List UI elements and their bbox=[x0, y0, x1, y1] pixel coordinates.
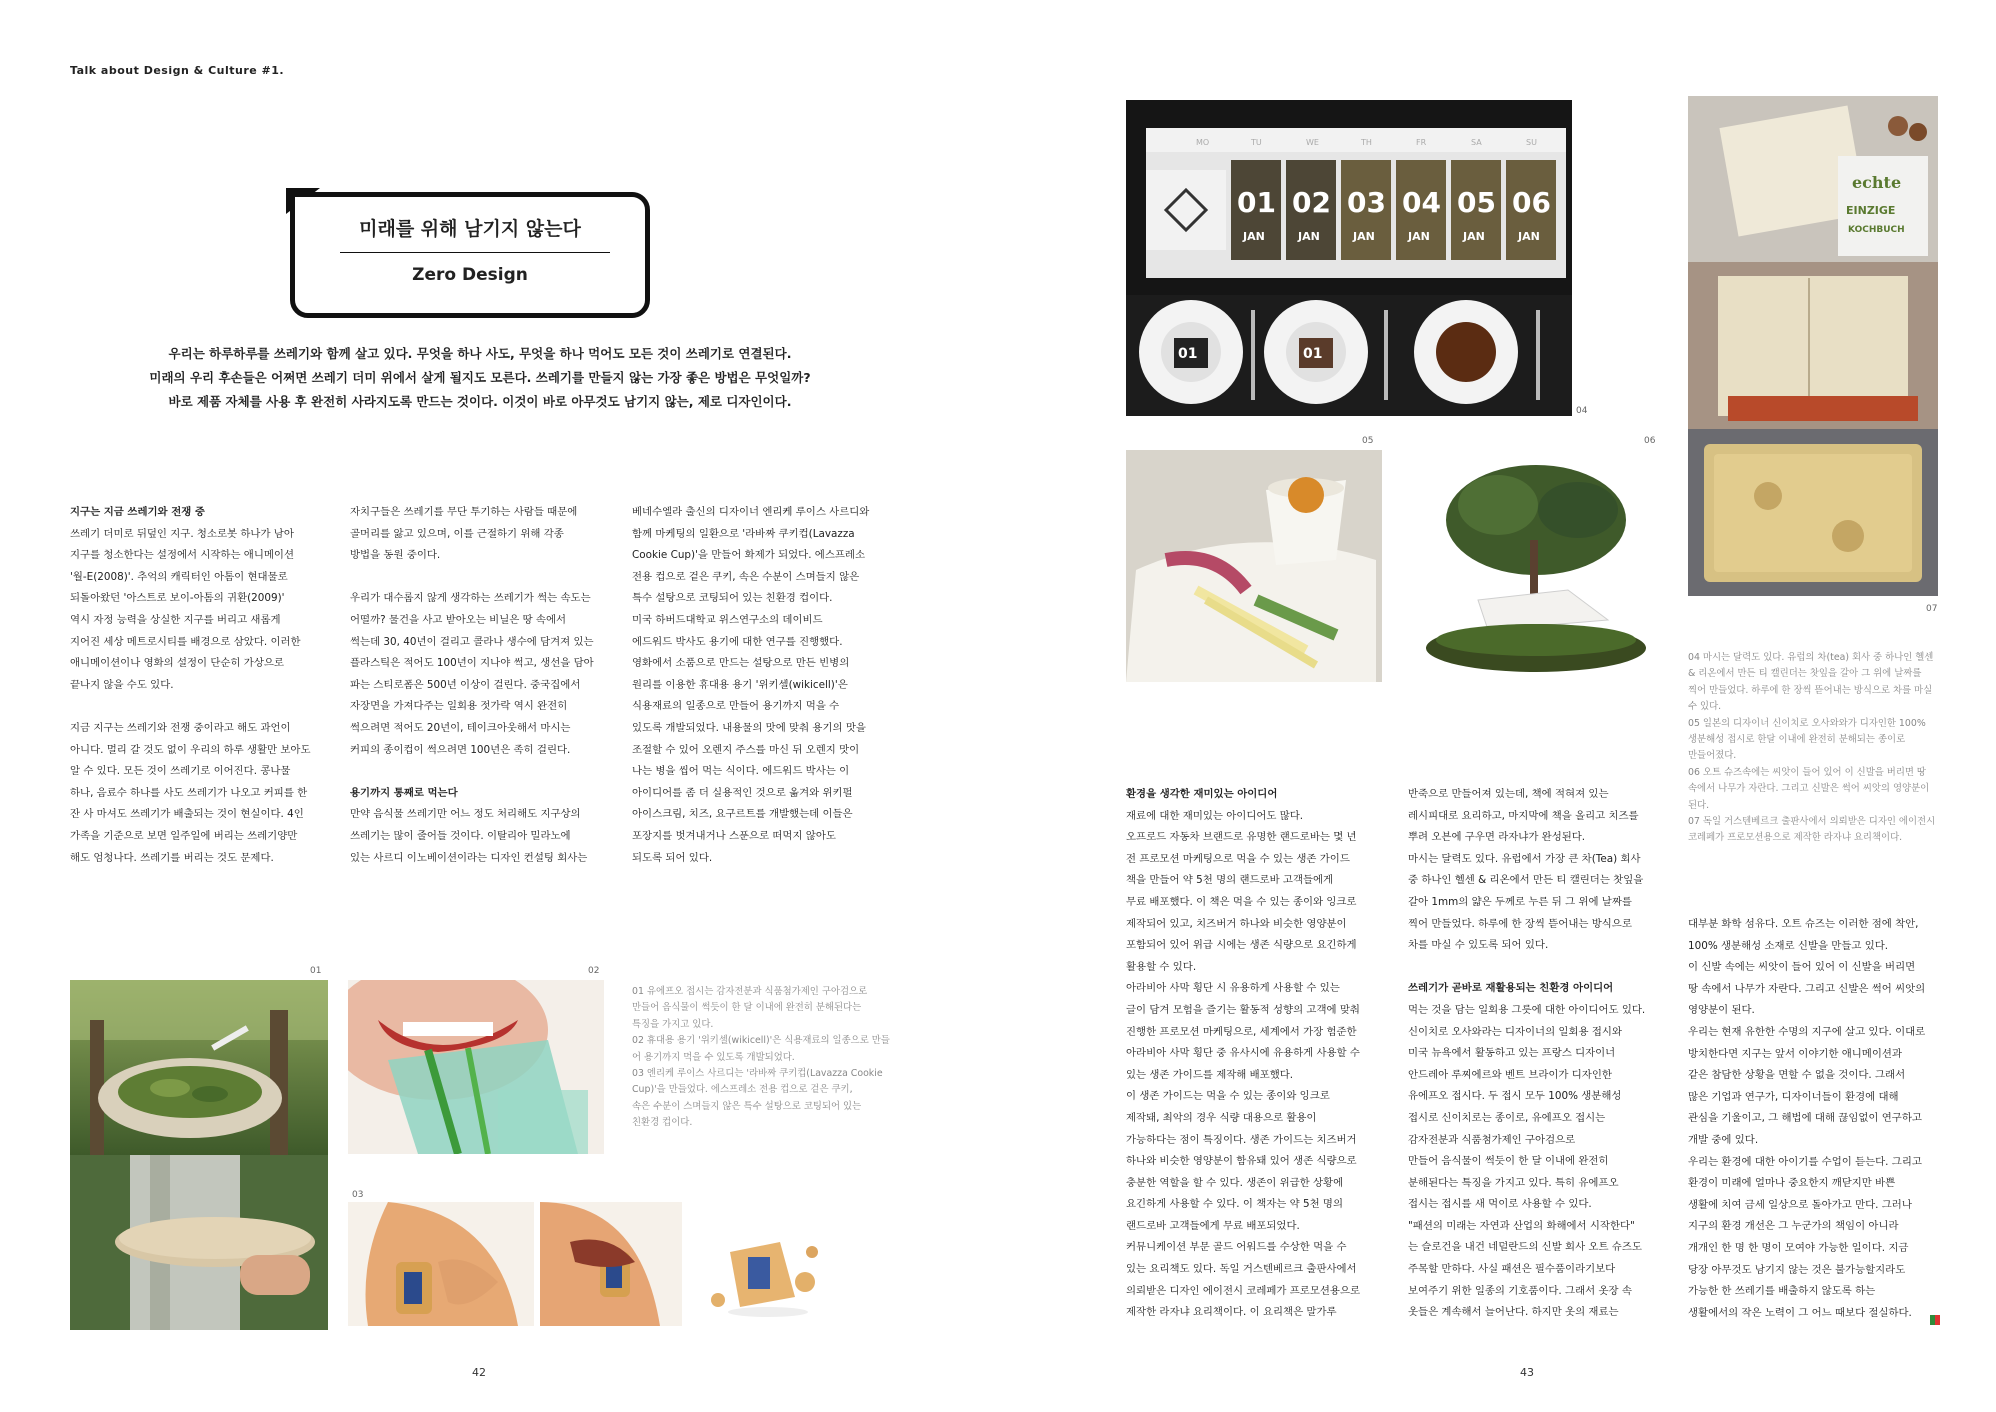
calendar-day-th: TH bbox=[1361, 138, 1372, 147]
text-line: 미국 하버드대학교 위스연구소의 데이비드 bbox=[632, 613, 823, 626]
text-line: 하나와 비슷한 영양분이 함유돼 있어 생존 식량으로 bbox=[1126, 1155, 1357, 1168]
calendar-month: JAN bbox=[1408, 230, 1430, 243]
text-line: 썩으려면 적어도 20년이, 테이크아웃해서 마시는 bbox=[350, 721, 571, 734]
text-line: 는 슬로건을 내건 네덜란드의 신발 회사 오트 슈즈도 bbox=[1408, 1241, 1642, 1254]
text-line: 감자전분과 식품첨가제인 구아검으로 bbox=[1408, 1133, 1576, 1146]
text-line: 갈아 1mm의 얇은 두께로 누른 뒤 그 위에 날짜를 bbox=[1408, 895, 1632, 908]
text-line: 어떨까? 물건을 사고 받아오는 비닐은 땅 속에서 bbox=[350, 613, 567, 626]
calendar-date: 04 bbox=[1402, 186, 1441, 219]
text-line: 대부분 화학 섬유다. 오트 슈즈는 이러한 점에 착안, bbox=[1688, 918, 1919, 930]
text-line: "패션의 미래는 자연과 산업의 화해에서 시작한다" bbox=[1408, 1219, 1635, 1232]
text-column-5 bbox=[1408, 784, 1668, 1324]
text-line: 커뮤니케이션 부문 골드 어워드를 수상한 먹을 수 bbox=[1126, 1241, 1347, 1254]
text-line: 중 하나인 헬센 & 리온에서 만든 티 캘린더는 찻잎을 bbox=[1408, 874, 1644, 887]
text-line: 아라비아 사막 횡단 시 유용하게 사용할 수 있는 bbox=[1126, 982, 1340, 995]
text-line: 지금 지구는 쓰레기와 전쟁 중이라고 해도 과언이 bbox=[70, 721, 291, 734]
text-line: 03 엔리케 루이스 사르디는 '라바짜 쿠키컵(Lavazza Cookie bbox=[632, 1068, 883, 1080]
text-line: 우리가 대수롭지 않게 생각하는 쓰레기가 썩는 속도는 bbox=[350, 592, 591, 605]
text-line: 재료에 대한 재미있는 아이디어도 많다. bbox=[1126, 809, 1304, 822]
photo-label-03: 03 bbox=[352, 1190, 364, 1200]
section-heading-recycle: 쓰레기가 곧바로 재활용되는 친환경 아이디어 bbox=[1408, 982, 1614, 995]
text-line: 자치구들은 쓰레기를 무단 투기하는 사람들 때문에 bbox=[350, 506, 578, 518]
text-line: 어 용기까지 먹을 수 있도록 개발되었다. bbox=[632, 1051, 795, 1063]
text-line: 만들어졌다. bbox=[1688, 750, 1737, 762]
intro-line: 바로 제품 자체를 사용 후 완전히 사라지도록 만드는 것이다. 이것이 바로 아무것도 남기지 않는, 제로 디자인이다. bbox=[168, 394, 792, 409]
page-number-left: 42 bbox=[472, 1366, 486, 1379]
packaging-kochbuch: KOCHBUCH bbox=[1848, 225, 1905, 235]
text-line: 만약 음식물 쓰레기만 어느 정도 처리해도 지구상의 bbox=[350, 808, 581, 821]
col5-body2 bbox=[1408, 1000, 1668, 1324]
text-line: 오프로드 자동차 브랜드로 유명한 랜드로바는 몇 년 bbox=[1126, 831, 1357, 844]
text-line: 전 프로모션 마케팅으로 먹을 수 있는 생존 가이드 bbox=[1126, 852, 1350, 865]
text-line: 랜드로바 고객들에게 무료 배포되었다. bbox=[1126, 1219, 1300, 1232]
page-number-right: 43 bbox=[1520, 1366, 1534, 1379]
text-line: 안드레아 루찌에르와 벤트 브라이가 디자인한 bbox=[1408, 1068, 1612, 1081]
text-line: 있는 생존 가이드를 제작해 배포했다. bbox=[1126, 1068, 1294, 1081]
text-line: 수 있다. bbox=[1688, 701, 1722, 713]
text-line: 포함되어 있어 위급 시에는 생존 식량으로 요긴하게 bbox=[1126, 939, 1357, 952]
text-line: 뿌려 오븐에 구우면 라자냐가 완성된다. bbox=[1408, 831, 1586, 844]
text-line: 아이스크림, 치즈, 요구르트를 개발했는데 이들은 bbox=[632, 808, 853, 821]
title-divider bbox=[340, 252, 610, 253]
text-line: 보여주기 위한 일종의 기호품이다. 그래서 옷장 속 bbox=[1408, 1284, 1632, 1297]
bubble-tail-inner bbox=[295, 197, 315, 212]
text-column-2 bbox=[350, 502, 605, 869]
text-line: 베네수엘라 출신의 디자이너 엔리케 루이스 사르디와 bbox=[632, 506, 870, 518]
text-line: 되도록 되어 있다. bbox=[632, 851, 713, 864]
text-column-1 bbox=[70, 502, 325, 869]
text-line: 02 휴대용 용기 '위키셀(wikicell)'은 식용재료의 일종으로 만들 bbox=[632, 1035, 890, 1047]
calendar-month: JAN bbox=[1243, 230, 1265, 243]
col1-p1 bbox=[70, 524, 325, 697]
text-line: 먹는 것을 담는 일회용 그릇에 대한 아이디어도 있다. bbox=[1408, 1003, 1646, 1016]
photo-label-07: 07 bbox=[1926, 604, 1938, 614]
text-line: 방법을 동원 중이다. bbox=[350, 549, 441, 562]
text-line: 끝나지 않을 수도 있다. bbox=[70, 678, 174, 691]
text-line: 접시로 신이치로는 종이로, 유에프오 접시는 bbox=[1408, 1111, 1606, 1124]
text-line: 생활에서의 작은 노력이 그 어느 때보다 절실하다. bbox=[1688, 1306, 1912, 1319]
text-line: 특수 설탕으로 코팅되어 있는 친환경 컵이다. bbox=[632, 592, 833, 605]
text-line: 반죽으로 만들어져 있는데, 책에 적혀져 있는 bbox=[1408, 788, 1609, 800]
calendar-month: JAN bbox=[1298, 230, 1320, 243]
text-line: 유에프오 접시다. 두 접시 모두 100% 생분해성 bbox=[1408, 1090, 1622, 1103]
text-line: Cup)'을 만들었다. 에스프레소 전용 컵으로 겉은 쿠키, bbox=[632, 1084, 853, 1096]
photo-ufo-plate bbox=[70, 980, 328, 1330]
text-line: 지구의 환경 개선은 그 누군가의 책임이 아니라 bbox=[1688, 1220, 1899, 1233]
photo-cookie-cup-a bbox=[348, 1202, 534, 1326]
text-line: 해도 엄청나다. 쓰레기를 버리는 것도 문제다. bbox=[70, 851, 274, 864]
text-line: 만들어 음식물이 썩듯이 한 달 이내에 완전히 분해된다는 bbox=[632, 1002, 862, 1014]
text-line: '월-E(2008)'. 추억의 캐릭터인 아톰이 현대물로 bbox=[70, 570, 288, 583]
caption-left bbox=[632, 984, 892, 1132]
text-line: 파는 스티로폼은 500년 이상이 걸린다. 중국집에서 bbox=[350, 678, 581, 691]
text-column-4 bbox=[1126, 784, 1386, 1324]
col6-body bbox=[1688, 914, 1948, 1324]
text-line: 옷들은 계속해서 늘어난다. 하지만 옷의 재료는 bbox=[1408, 1306, 1619, 1319]
title-speech-bubble bbox=[290, 192, 650, 318]
text-line: 많은 기업과 연구가, 디자이너들이 환경에 대해 bbox=[1688, 1090, 1899, 1103]
text-line: 이 생존 가이드는 먹을 수 있는 종이와 잉크로 bbox=[1126, 1090, 1330, 1103]
article-subtitle: Zero Design bbox=[412, 265, 528, 285]
text-line: 분해된다는 특징을 가지고 있다. 특히 유에프오 bbox=[1408, 1176, 1619, 1189]
text-line: 잔 사 마셔도 쓰레기가 배출되는 것이 현실이다. 4인 bbox=[70, 808, 304, 821]
text-line: 된다. bbox=[1688, 799, 1710, 811]
text-line: 우리는 현재 유한한 수명의 지구에 살고 있다. 이대로 bbox=[1688, 1025, 1926, 1038]
text-line: 있는 요리책도 있다. 독일 거스텐베르크 출판사에서 bbox=[1126, 1263, 1357, 1276]
calendar-day-sa: SA bbox=[1471, 138, 1482, 147]
text-line: 가족을 기준으로 보면 일주일에 버리는 쓰레기양만 bbox=[70, 829, 298, 842]
col2-p3 bbox=[350, 804, 605, 869]
text-line: 속은 수분이 스며들지 않은 특수 설탕으로 코팅되어 있는 bbox=[632, 1100, 862, 1112]
text-line: 주목할 만하다. 사실 패션은 필수품이라기보다 bbox=[1408, 1263, 1616, 1276]
text-line: 포장지를 벗겨내거나 스푼으로 떠먹지 않아도 bbox=[632, 829, 836, 842]
col2-p1 bbox=[350, 502, 605, 567]
text-line: 충분한 역할을 할 수 있다. 생존이 위급한 상황에 bbox=[1126, 1176, 1344, 1189]
text-line: 자장면을 가져다주는 일회용 젓가락 역시 완전히 bbox=[350, 700, 568, 713]
text-line: 속에서 나무가 자란다. 그리고 신발은 썩어 씨앗의 영양분이 bbox=[1688, 783, 1930, 795]
text-line: 미국 뉴욕에서 활동하고 있는 프랑스 디자이너 bbox=[1408, 1047, 1616, 1060]
text-line: 가능하다는 점이 특징이다. 생존 가이드는 치즈버거 bbox=[1126, 1133, 1357, 1146]
photo-label-01: 01 bbox=[310, 966, 322, 976]
article-title: 미래를 위해 남기지 않는다 bbox=[359, 218, 581, 240]
text-line: 제작돼, 최악의 경우 식량 대용으로 활용이 bbox=[1126, 1111, 1317, 1124]
calendar-month: JAN bbox=[1353, 230, 1375, 243]
text-line: 아라비아 사막 횡단 중 유사시에 유용하게 사용할 수 bbox=[1126, 1047, 1360, 1060]
text-line: 찍어 만들었다. 하루에 한 장씩 뜯어내는 방식으로 bbox=[1408, 917, 1632, 930]
text-line: 찍어 만들었다. 하루에 한 장씩 뜯어내는 방식으로 차를 마실 bbox=[1688, 684, 1933, 696]
text-line: 원리를 이용한 휴대용 용기 '위키셀(wikicell)'은 bbox=[632, 678, 848, 691]
text-line: 특징을 가지고 있다. bbox=[632, 1018, 714, 1030]
photo-wikicell bbox=[348, 980, 604, 1154]
photo-label-02: 02 bbox=[588, 966, 600, 976]
calendar-date: 01 bbox=[1237, 186, 1276, 219]
text-line: 04 마시는 달력도 있다. 유럽의 차(tea) 회사 중 하나인 헬센 bbox=[1688, 652, 1934, 663]
photo-label-06: 06 bbox=[1644, 436, 1656, 446]
calendar-date: 06 bbox=[1512, 186, 1551, 219]
text-line: 신이치로 오사와라는 디자이너의 일회용 접시와 bbox=[1408, 1025, 1622, 1038]
photo-lasagne-cookbook bbox=[1688, 96, 1938, 596]
end-mark-icon bbox=[1930, 1310, 1940, 1320]
calendar-day-we: WE bbox=[1306, 138, 1319, 147]
text-line: 레시피대로 요리하고, 마지막에 책을 올리고 치즈를 bbox=[1408, 809, 1639, 822]
col1-p2 bbox=[70, 718, 325, 869]
col4-body bbox=[1126, 806, 1386, 1324]
text-line: 쓰레기는 많이 줄어들 것이다. 이탈리아 밀라노에 bbox=[350, 829, 571, 842]
text-line: 방치한다면 지구는 앞서 이야기한 애니메이션과 bbox=[1688, 1047, 1902, 1060]
text-line: & 리온에서 만든 티 캘린더는 찻잎을 갈아 그 위에 날짜를 bbox=[1688, 668, 1922, 680]
text-line: 접시는 접시를 새 먹이로 사용할 수 있다. bbox=[1408, 1198, 1592, 1211]
text-line: 코레페가 프로모션용으로 제작한 라자냐 요리책이다. bbox=[1688, 832, 1903, 844]
text-line: 100% 생분해성 소재로 신발을 만들고 있다. bbox=[1688, 939, 1889, 952]
text-line: 골머리를 앓고 있으며, 이를 근절하기 위해 각종 bbox=[350, 527, 564, 540]
series-header: Talk about Design & Culture #1. bbox=[70, 64, 285, 77]
text-line: 땅 속에서 나무가 자란다. 그리고 신발은 썩어 씨앗의 bbox=[1688, 982, 1926, 995]
text-line: 01 유에프오 접시는 감자전분과 식품첨가제인 구아검으로 bbox=[632, 986, 868, 997]
packaging-einzige: EINZIGE bbox=[1846, 204, 1896, 217]
intro-line: 우리는 하루하루를 쓰레기와 함께 살고 있다. 무엇을 하나 사도, 무엇을 하나 먹어도 모든 것이 쓰레기로 연결된다. bbox=[168, 346, 792, 361]
photo-paper-plate bbox=[1126, 450, 1382, 682]
text-line: 지어진 세상 메트로시티를 배경으로 삼았다. 이러한 bbox=[70, 635, 301, 648]
text-line: 아니다. 멀리 갈 것도 없이 우리의 하루 생활만 보아도 bbox=[70, 743, 311, 756]
cup-date-01: 01 bbox=[1178, 346, 1198, 362]
calendar-day-fr: FR bbox=[1416, 138, 1427, 147]
col3-p1 bbox=[632, 502, 892, 869]
text-line: 역시 자정 능력을 상실한 지구를 버리고 새롭게 bbox=[70, 613, 281, 626]
text-line: 05 일본의 디자이너 신이치로 오사와와가 디자인한 100% bbox=[1688, 717, 1926, 729]
text-line: 아이디어를 좀 더 실용적인 것으로 옮겨와 위키펄 bbox=[632, 786, 853, 799]
text-line: 이 신발 속에는 씨앗이 들어 있어 이 신발을 버리면 bbox=[1688, 961, 1916, 974]
text-line: 우리는 환경에 대한 아이기를 수업이 듣는다. 그리고 bbox=[1688, 1155, 1922, 1168]
text-line: 요긴하게 사용할 수 있다. 이 책자는 약 5천 명의 bbox=[1126, 1198, 1344, 1211]
text-line: 차를 마실 수 있도록 되어 있다. bbox=[1408, 939, 1549, 952]
col2-p2 bbox=[350, 588, 605, 761]
text-line: 마시는 달력도 있다. 유럽에서 가장 큰 차(Tea) 회사 bbox=[1408, 852, 1641, 865]
text-line: 전용 컵으로 겉은 쿠키, 속은 수분이 스며들지 않은 bbox=[632, 570, 860, 583]
packaging-echte: echte bbox=[1852, 173, 1902, 192]
cup-date-02: 01 bbox=[1303, 346, 1323, 362]
text-line: 식용재료의 일종으로 만들어 용기까지 먹을 수 bbox=[632, 700, 840, 713]
text-line: 07 독일 거스텐베르크 출판사에서 의뢰받은 디자인 에이전시 bbox=[1688, 816, 1936, 828]
text-line: 06 오트 슈즈속에는 씨앗이 들어 있어 이 신발을 버리면 땅 bbox=[1688, 766, 1926, 778]
col5-body1 bbox=[1408, 784, 1668, 957]
calendar-date: 05 bbox=[1457, 186, 1496, 219]
calendar-date: 02 bbox=[1292, 186, 1331, 219]
text-line: 알 수 있다. 모든 것이 쓰레기로 이어진다. 콩나물 bbox=[70, 765, 291, 778]
text-line: 에드워드 박사도 용기에 대한 연구를 진행했다. bbox=[632, 635, 843, 648]
text-line: 쓰레기 더미로 뒤덮인 지구. 청소로봇 하나가 남아 bbox=[70, 527, 294, 540]
text-line: 나는 병을 씹어 먹는 식이다. 에드워드 박사는 이 bbox=[632, 765, 850, 778]
text-line: 같은 참담한 상황을 면할 수 없을 것이다. 그래서 bbox=[1688, 1069, 1906, 1082]
calendar-day-mo: MO bbox=[1196, 138, 1210, 147]
photo-cookie-cup-b bbox=[540, 1202, 682, 1326]
text-line: 진행한 프로모션 마케팅으로, 세계에서 가장 험준한 bbox=[1126, 1025, 1357, 1038]
text-line: 영양분이 된다. bbox=[1688, 1004, 1755, 1017]
text-line: 친환경 컵이다. bbox=[632, 1117, 693, 1129]
calendar-day-tu: TU bbox=[1251, 138, 1262, 147]
text-column-3 bbox=[632, 502, 892, 869]
text-line: 활용할 수 있다. bbox=[1126, 960, 1197, 973]
photo-cookie-cup-c bbox=[690, 1202, 840, 1326]
text-line: 환경이 미래에 얼마나 중요한지 깨닫지만 바쁜 bbox=[1688, 1177, 1896, 1190]
text-line: 커피의 종이컵이 썩으려면 100년은 족히 걸린다. bbox=[350, 743, 571, 756]
text-line: 제작되어 있고, 치즈버거 하나와 비슷한 영양분이 bbox=[1126, 917, 1347, 930]
text-line: 하나, 음료수 하나를 사도 쓰레기가 나오고 커피를 한 bbox=[70, 786, 308, 799]
text-column-6 bbox=[1688, 914, 1948, 1324]
text-line: 생활에 치여 금세 일상으로 돌아가고 만다. 그러나 bbox=[1688, 1198, 1912, 1211]
text-line: 되돌아왔던 '아스트로 보이-아톰의 귀환(2009)' bbox=[70, 592, 285, 605]
text-line: 당장 아무것도 남기지 않는 것은 불가능할지라도 bbox=[1688, 1263, 1906, 1276]
text-line: 책을 만들어 약 5천 명의 랜드로바 고객들에게 bbox=[1126, 874, 1334, 887]
text-line: 함께 마케팅의 일환으로 '라바짜 쿠키컵(Lavazza bbox=[632, 527, 855, 540]
caption-right bbox=[1688, 650, 1938, 847]
text-line: 의뢰받은 디자인 에이전시 코레페가 프로모션용으로 bbox=[1126, 1284, 1361, 1297]
text-line: 글이 담겨 모험을 즐기는 활동적 성향의 고객에 맞춰 bbox=[1126, 1003, 1360, 1016]
text-line: 있도록 개발되었다. 내용물의 맛에 맞춰 용기의 맛을 bbox=[632, 721, 866, 734]
intro-paragraph bbox=[110, 342, 850, 414]
text-line: 애니메이션이나 영화의 설정이 단순히 가상으로 bbox=[70, 657, 284, 670]
photo-oat-shoe bbox=[1408, 450, 1664, 682]
section-heading-war: 지구는 지금 쓰레기와 전쟁 중 bbox=[70, 506, 205, 518]
text-line: 개개인 한 명 한 명이 모여야 가능한 일이다. 지금 bbox=[1688, 1241, 1909, 1254]
text-line: 플라스틱은 적어도 100년이 지나야 썩고, 생선을 담아 bbox=[350, 657, 594, 670]
calendar-month: JAN bbox=[1463, 230, 1485, 243]
text-line: 관심을 기울이고, 그 해법에 대해 끊임없이 연구하고 bbox=[1688, 1112, 1922, 1125]
calendar-day-su: SU bbox=[1526, 138, 1537, 147]
text-line: 만들어 음식물이 썩듯이 한 달 이내에 완전히 bbox=[1408, 1155, 1609, 1168]
photo-label-05: 05 bbox=[1362, 436, 1374, 446]
photo-label-04: 04 bbox=[1576, 406, 1588, 416]
text-line: 개발 중에 있다. bbox=[1688, 1133, 1759, 1146]
intro-line: 미래의 우리 후손들은 어쩌면 쓰레기 더미 위에서 살게 될지도 모른다. 쓰레기를 만들지 않는 가장 좋은 방법은 무엇일까? bbox=[149, 370, 811, 385]
text-line: 있는 사르디 이노베이션이라는 디자인 컨설팅 회사는 bbox=[350, 851, 588, 864]
section-heading-fun-ideas: 환경을 생각한 재미있는 아이디어 bbox=[1126, 788, 1278, 800]
text-line: 생분해성 접시로 한달 이내에 완전히 분해되는 종이로 bbox=[1688, 734, 1906, 746]
calendar-date: 03 bbox=[1347, 186, 1386, 219]
text-line: 제작한 라자냐 요리책이다. 이 요리책은 말가루 bbox=[1126, 1306, 1337, 1319]
text-line: 가능한 한 쓰레기를 배출하지 않도록 하는 bbox=[1688, 1285, 1876, 1298]
text-line: 조절할 수 있어 오렌지 주스를 마신 뒤 오렌지 맛이 bbox=[632, 743, 860, 756]
text-line: 영화에서 소품으로 만드는 설탕으로 만든 빈병의 bbox=[632, 657, 850, 670]
text-line: 썩는데 30, 40년이 걸리고 콜라나 생수에 담겨져 있는 bbox=[350, 635, 594, 648]
calendar-month: JAN bbox=[1518, 230, 1540, 243]
text-line: 지구를 청소한다는 설정에서 시작하는 애니메이션 bbox=[70, 549, 294, 562]
section-heading-container: 용기까지 통째로 먹는다 bbox=[350, 786, 458, 799]
photo-tea-calendar bbox=[1126, 100, 1572, 416]
text-line: Cookie Cup)'을 만들어 화제가 되었다. 에스프레소 bbox=[632, 549, 865, 562]
text-line: 무료 배포했다. 이 책은 먹을 수 있는 종이와 잉크로 bbox=[1126, 895, 1357, 908]
